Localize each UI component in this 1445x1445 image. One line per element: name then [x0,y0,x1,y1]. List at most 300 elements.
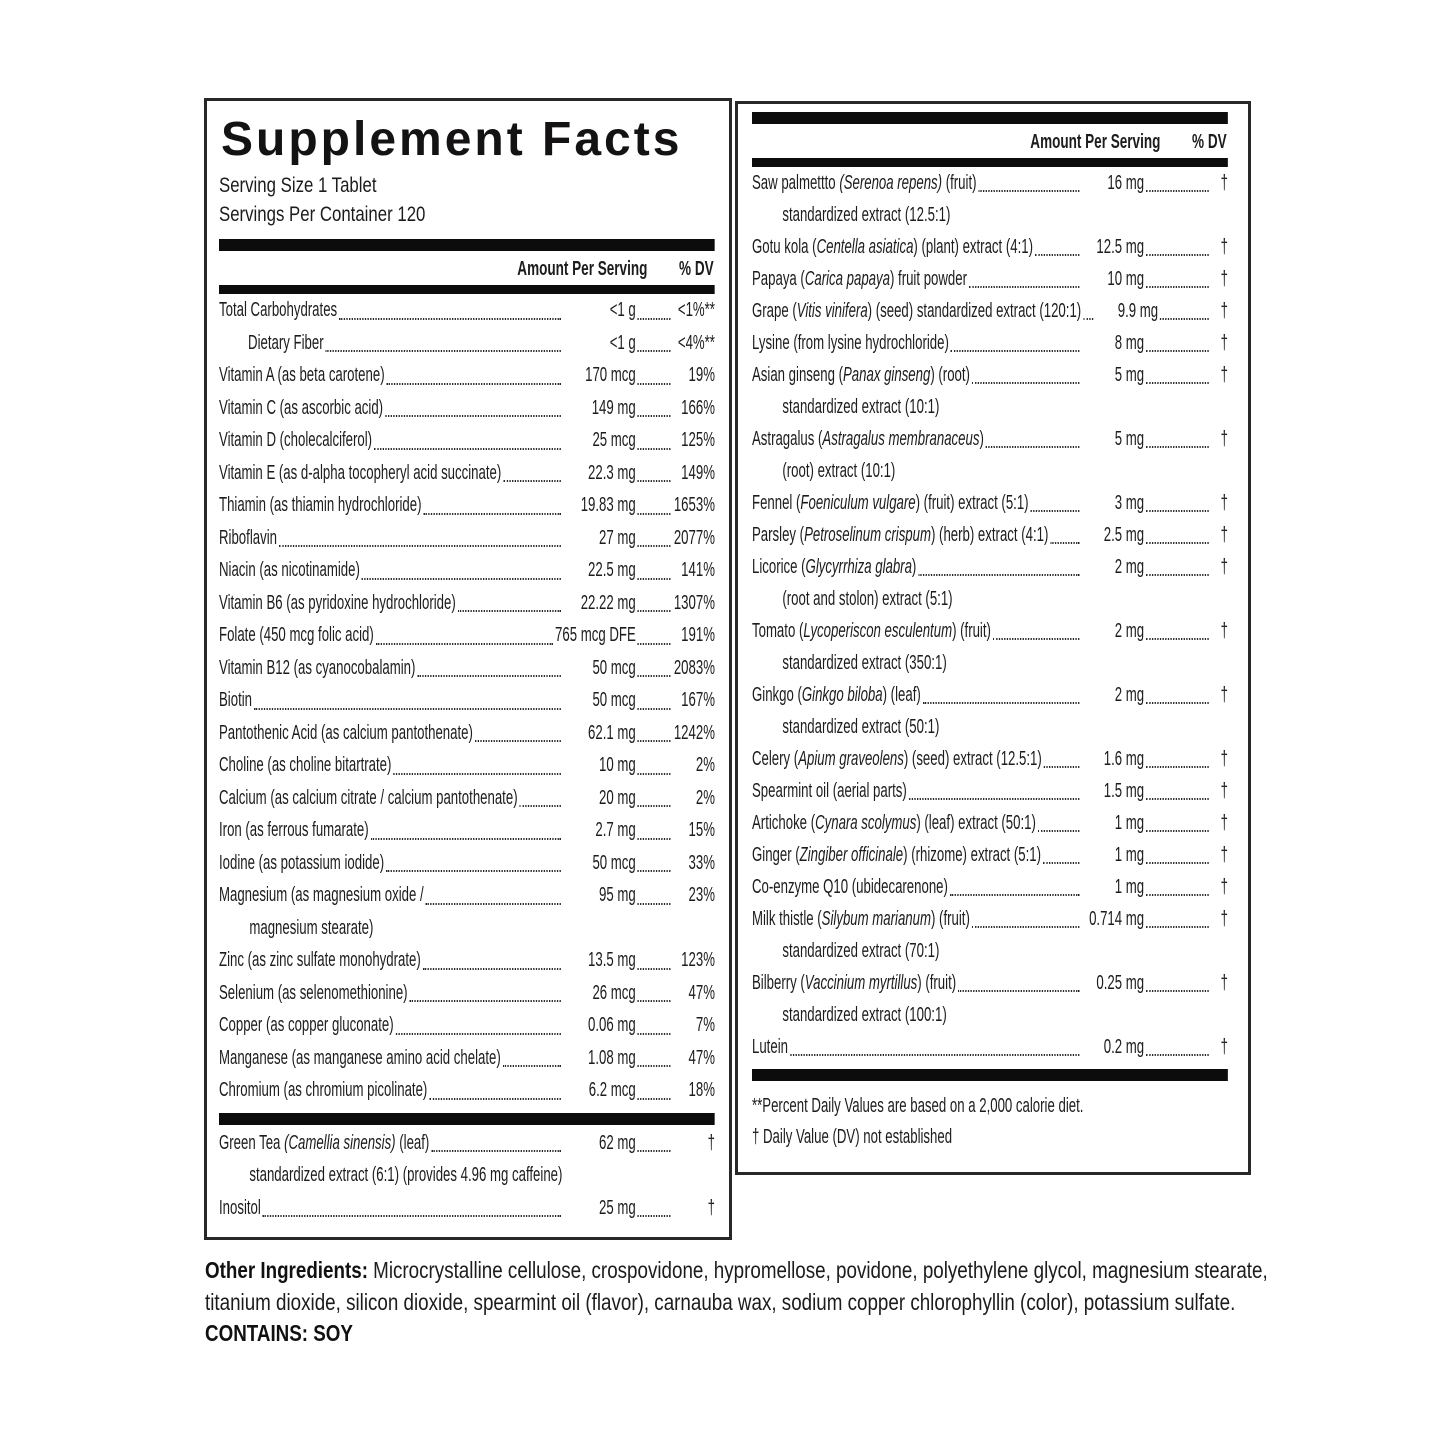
nutrient-row [752,903,1228,935]
dot-leader [638,480,671,482]
nutrient-amount: <1 g [609,299,636,322]
nutrient-row [219,879,715,912]
dot-leader [950,894,1080,896]
nutrient-dv: † [707,1196,715,1219]
dot-leader [339,318,561,320]
dot-leader [385,415,561,417]
nutrient-amount: 22.22 mg [580,591,636,614]
dot-leader [1146,894,1209,896]
nutrient-amount: 1 mg [1114,812,1145,834]
nutrient-continuation: standardized extract (70:1) [782,940,940,962]
nutrient-dv: 166% [681,396,715,419]
nutrient-row [752,327,1228,359]
dot-leader [790,1054,1079,1056]
nutrient-name: Zinc (as zinc sulfate monohydrate) [219,949,421,972]
contains-allergen: CONTAINS: SOY [205,1320,353,1346]
nutrient-amount: 6.2 mcg [588,1079,636,1102]
dot-leader [1050,542,1079,544]
nutrient-continuation: standardized extract (50:1) [782,716,940,738]
dot-leader [1146,638,1209,640]
col-amount-per-serving: Amount Per Serving [1030,130,1161,153]
dot-leader [638,415,671,417]
nutrient-dv: 1307% [673,591,715,614]
dot-leader [638,1215,671,1217]
nutrient-dv: † [1220,492,1228,514]
dot-leader [638,383,671,385]
dot-leader [638,805,671,807]
nutrient-name: Vitamin B6 (as pyridoxine hydrochloride) [219,591,456,614]
nutrient-amount: 0.2 mg [1103,1036,1145,1058]
divider-bar [752,112,1228,124]
dot-leader [1083,318,1093,320]
dot-leader [638,1000,671,1002]
dot-leader [638,968,671,970]
dot-leader [951,350,1080,352]
nutrient-name: Ginger (Zingiber officinale) (rhizome) extract (5:1) [752,844,1042,866]
nutrient-dv: † [707,1131,715,1154]
nutrient-dv: † [1220,236,1228,258]
nutrient-row [752,743,1228,775]
nutrient-amount: 62 mg [599,1131,636,1154]
nutrient-amount: 9.9 mg [1117,300,1159,322]
nutrient-row [219,392,715,425]
nutrient-amount: 26 mcg [592,981,636,1004]
col-amount-per-serving: Amount Per Serving [517,257,648,281]
nutrient-amount: 0.714 mg [1089,908,1145,930]
nutrient-dv: 47% [688,981,715,1004]
nutrient-dv: † [1220,172,1228,194]
nutrient-dv: 7% [695,1014,715,1037]
divider-bar [219,239,715,251]
dot-leader [1146,702,1209,704]
nutrient-row [219,652,715,685]
dot-leader [376,643,553,645]
dot-leader [923,702,1080,704]
facts-table-left [219,239,715,1224]
botanical-rows [219,1127,715,1225]
nutrient-row [752,839,1228,871]
nutrient-amount: 2.7 mg [595,819,636,842]
nutrient-name: Grape (Vitis vinifera) (seed) standardized extract (120:1) [752,300,1082,322]
nutrient-rows [219,294,715,1107]
dot-leader [638,870,671,872]
nutrient-dv: 2% [695,786,715,809]
nutrient-dv: 47% [688,1046,715,1069]
footnote-dv-not-established: † Daily Value (DV) not established [752,1126,953,1148]
dot-leader [638,513,671,515]
divider-bar [752,158,1228,167]
dot-leader [1146,510,1209,512]
dot-leader [393,773,561,775]
other-ingredients-label: Other Ingredients: [205,1257,374,1283]
nutrient-continuation: (root) extract (10:1) [782,460,896,482]
nutrient-name: Riboflavin [219,526,277,549]
nutrient-name: Folate (450 mcg folic acid) [219,624,374,647]
nutrient-amount: 3 mg [1114,492,1145,514]
nutrient-row [219,782,715,815]
dot-leader [638,1065,671,1067]
dot-leader [638,350,671,352]
dot-leader [969,286,1079,288]
dot-leader [503,480,561,482]
nutrient-amount: 5 mg [1114,364,1145,386]
nutrient-row [219,684,715,717]
nutrient-amount: 170 mcg [585,364,636,387]
facts-table-right [752,112,1228,1153]
nutrient-name: Biotin [219,689,253,712]
dot-leader [520,805,562,807]
nutrient-name: Papaya (Carica papaya) fruit powder [752,268,967,290]
nutrient-row [219,1074,715,1107]
nutrient-row [752,615,1228,647]
nutrient-amount: 22.5 mg [588,559,636,582]
nutrient-row [219,619,715,652]
dot-leader [426,903,561,905]
nutrient-name: Dietary Fiber [248,331,324,354]
column-headers [219,251,715,285]
nutrient-name: Thiamin (as thiamin hydrochloride) [219,494,422,517]
nutrient-dv: 141% [681,559,715,582]
dot-leader [1146,990,1209,992]
nutrient-name: Vitamin E (as d-alpha tocopheryl acid succinate) [219,461,502,484]
dot-leader [387,383,562,385]
nutrient-dv: † [1220,780,1228,802]
nutrient-name: Pantothenic Acid (as calcium pantothenate) [219,721,473,744]
nutrient-dv: 2077% [673,526,715,549]
dot-leader [254,708,561,710]
nutrient-name: Gotu kola (Centella asiatica) (plant) extract (4:1) [752,236,1033,258]
servings-per-container: Servings Per Container 120 [219,203,426,227]
nutrient-name: Ginkgo (Ginkgo biloba) (leaf) [752,684,921,706]
dot-leader [638,1033,671,1035]
nutrient-dv: 1653% [673,494,715,517]
nutrient-row [752,1031,1228,1063]
dot-leader [972,926,1080,928]
nutrient-dv: † [1220,620,1228,642]
nutrient-dv: <4%** [677,331,715,354]
dot-leader [362,578,561,580]
dot-leader [263,1215,561,1217]
nutrient-name: Celery (Apium graveolens) (seed) extract (12.5:1) [752,748,1042,770]
dot-leader [972,382,1080,384]
nutrient-dv: † [1220,812,1228,834]
nutrient-name: Chromium (as chromium picolinate) [219,1079,428,1102]
dot-leader [396,1033,562,1035]
nutrient-dv: † [1220,300,1228,322]
nutrient-row [752,551,1228,583]
dot-leader [1035,254,1079,256]
nutrient-dv: † [1220,364,1228,386]
dot-leader [1031,510,1080,512]
dot-leader [638,903,671,905]
nutrient-amount: 50 mcg [592,689,636,712]
nutrient-dv: 2% [695,754,715,777]
nutrient-name: Iodine (as potassium iodide) [219,851,385,874]
dot-leader [638,1098,671,1100]
nutrient-amount: 20 mg [599,786,636,809]
nutrient-name: Astragalus (Astragalus membranaceus) [752,428,984,450]
botanical-rows [752,167,1228,1063]
dot-leader [909,798,1080,800]
nutrient-row [219,522,715,555]
nutrient-name: Fennel (Foeniculum vulgare) (fruit) extract (5:1) [752,492,1029,514]
dot-leader [993,638,1080,640]
nutrient-name: Bilberry (Vaccinium myrtillus) (fruit) [752,972,957,994]
nutrient-amount: 2.5 mg [1103,524,1145,546]
nutrient-continuation: magnesium stearate) [249,916,374,939]
dot-leader [417,675,561,677]
dot-leader [638,448,671,450]
nutrient-dv: † [1220,748,1228,770]
nutrient-dv: † [1220,428,1228,450]
nutrient-row [752,871,1228,903]
nutrient-dv: 19% [688,364,715,387]
dot-leader [1146,926,1209,928]
nutrient-name: Total Carbohydrates [219,299,338,322]
nutrient-name: Tomato (Lycoperiscon esculentum) (fruit) [752,620,991,642]
dot-leader [1146,446,1209,448]
nutrient-row [219,749,715,782]
dot-leader [1043,862,1079,864]
nutrient-name: Licorice (Glycyrrhiza glabra) [752,556,917,578]
nutrient-row [752,967,1228,999]
nutrient-amount: 10 mg [1107,268,1145,290]
nutrient-name: Iron (as ferrous fumarate) [219,819,369,842]
nutrient-name: Choline (as choline bitartrate) [219,754,392,777]
nutrient-amount: 25 mg [599,1196,636,1219]
dot-leader [1146,798,1209,800]
nutrient-name: Parsley (Petroselinum crispum) (herb) extract (4:1) [752,524,1049,546]
nutrient-row [752,167,1228,199]
nutrient-dv: † [1220,908,1228,930]
panel-title: Supplement Facts [221,113,683,166]
nutrient-dv: † [1220,268,1228,290]
nutrient-row [219,717,715,750]
nutrient-amount: 1.5 mg [1103,780,1145,802]
nutrient-amount: 1.08 mg [588,1046,636,1069]
column-headers [752,124,1228,158]
nutrient-name: Magnesium (as magnesium oxide / [219,884,424,907]
nutrient-row [219,457,715,490]
nutrient-name: Artichoke (Cynara scolymus) (leaf) extract (50:1) [752,812,1036,834]
nutrient-amount: 2 mg [1114,684,1145,706]
divider-bar [219,285,715,294]
nutrient-amount: 16 mg [1107,172,1145,194]
col-percent-dv: % DV [679,257,714,281]
dot-leader [978,190,1079,192]
nutrient-amount: 765 mcg DFE [555,624,636,647]
nutrient-amount: 0.25 mg [1096,972,1145,994]
nutrient-row [219,294,715,327]
nutrient-row [752,807,1228,839]
nutrient-continuation: standardized extract (10:1) [782,396,940,418]
serving-info [219,171,715,229]
nutrient-row [219,1127,715,1160]
dot-leader [1146,286,1209,288]
dot-leader [1044,766,1080,768]
nutrient-row [219,944,715,977]
nutrient-row [752,519,1228,551]
nutrient-amount: 25 mcg [592,429,636,452]
nutrient-amount: 27 mg [599,526,636,549]
nutrient-amount: 0.06 mg [588,1014,636,1037]
dot-leader [386,870,561,872]
nutrient-name: Vitamin D (cholecalciferol) [219,429,373,452]
dot-leader [1146,254,1209,256]
nutrient-continuation: standardized extract (6:1) (provides 4.96 mg caffeine) [249,1164,563,1187]
nutrient-dv: † [1220,684,1228,706]
nutrient-name: Manganese (as manganese amino acid chelate) [219,1046,501,1069]
dot-leader [638,675,671,677]
dot-leader [638,318,671,320]
nutrient-amount: 19.83 mg [580,494,636,517]
dot-leader [638,838,671,840]
nutrient-dv: 123% [681,949,715,972]
nutrient-dv: 15% [688,819,715,842]
dot-leader [638,578,671,580]
supplement-facts-panel-left [204,98,732,1240]
nutrient-row [752,775,1228,807]
nutrient-name: Spearmint oil (aerial parts) [752,780,907,802]
dot-leader [503,1065,561,1067]
nutrient-name: Milk thistle (Silybum marianum) (fruit) [752,908,970,930]
nutrient-amount: 50 mcg [592,656,636,679]
nutrient-amount: 22.3 mg [588,461,636,484]
nutrient-name: Lysine (from lysine hydrochloride) [752,332,949,354]
dot-leader [918,574,1079,576]
nutrient-amount: 149 mg [591,396,636,419]
col-percent-dv: % DV [1192,130,1227,153]
nutrient-row [219,814,715,847]
nutrient-row [752,487,1228,519]
nutrient-row [219,489,715,522]
nutrient-amount: 8 mg [1114,332,1145,354]
dot-leader [1146,830,1209,832]
nutrient-name: Selenium (as selenomethionine) [219,981,408,1004]
nutrient-name: Vitamin B12 (as cyanocobalamin) [219,656,416,679]
dot-leader [1146,350,1209,352]
nutrient-dv: † [1220,556,1228,578]
nutrient-amount: 10 mg [599,754,636,777]
nutrient-name: Copper (as copper gluconate) [219,1014,394,1037]
nutrient-row [219,359,715,392]
nutrient-row [219,424,715,457]
nutrient-row [219,847,715,880]
divider-bar [752,1069,1228,1081]
nutrient-dv: 125% [681,429,715,452]
nutrient-dv: † [1220,524,1228,546]
dot-leader [1146,862,1209,864]
nutrient-row [752,359,1228,391]
nutrient-continuation: (root and stolon) extract (5:1) [782,588,953,610]
dot-leader [638,545,671,547]
nutrient-dv: † [1220,1036,1228,1058]
nutrient-amount: 5 mg [1114,428,1145,450]
nutrient-dv: 33% [688,851,715,874]
nutrient-row [219,327,715,360]
nutrient-row [752,263,1228,295]
nutrient-amount: 1 mg [1114,844,1145,866]
dot-leader [326,350,562,352]
dot-leader [279,545,561,547]
dot-leader [638,773,671,775]
dot-leader [1146,190,1209,192]
nutrient-row [219,587,715,620]
nutrient-amount: 2 mg [1114,556,1145,578]
nutrient-amount: 1.6 mg [1103,748,1145,770]
dot-leader [1146,766,1209,768]
nutrient-amount: 2 mg [1114,620,1145,642]
nutrient-dv: † [1220,876,1228,898]
nutrient-dv: † [1220,972,1228,994]
dot-leader [958,990,1079,992]
dot-leader [458,610,561,612]
nutrient-dv: 18% [688,1079,715,1102]
nutrient-dv: <1%** [677,299,715,322]
dot-leader [638,740,671,742]
footnotes [752,1091,1228,1153]
divider-bar [219,1113,715,1125]
dot-leader [431,1150,561,1152]
nutrient-name: Niacin (as nicotinamide) [219,559,360,582]
nutrient-row [219,1192,715,1225]
nutrient-amount: 95 mg [599,884,636,907]
nutrient-amount: 12.5 mg [1096,236,1145,258]
nutrient-row [752,423,1228,455]
dot-leader [429,1098,561,1100]
nutrient-row [219,1009,715,1042]
nutrient-name: Lutein [752,1036,788,1058]
dot-leader [475,740,561,742]
nutrient-dv: 2083% [673,656,715,679]
dot-leader [374,448,561,450]
nutrient-continuation: standardized extract (350:1) [782,652,947,674]
nutrient-name: Saw palmettto (Serenoa repens) (fruit) [752,172,977,194]
nutrient-name: Asian ginseng (Panax ginseng) (root) [752,364,970,386]
other-ingredients [205,1255,1311,1350]
dot-leader [410,1000,562,1002]
nutrient-dv: † [1220,844,1228,866]
nutrient-amount: 50 mcg [592,851,636,874]
dot-leader [423,513,561,515]
dot-leader [1146,382,1209,384]
dot-leader [1160,318,1209,320]
nutrient-dv: 191% [681,624,715,647]
dot-leader [1146,1054,1209,1056]
dot-leader [638,643,671,645]
nutrient-dv: † [1220,332,1228,354]
nutrient-row [219,1042,715,1075]
dot-leader [1146,542,1209,544]
footnote-daily-values: **Percent Daily Values are based on a 2,000 calorie diet. [752,1095,1084,1117]
nutrient-dv: 1242% [673,721,715,744]
other-ingredients-text: Microcrystalline cellulose, crospovidone, hypromellose, povidone, polyethylene glycol, magnesium stearate, titanium dioxide, silicon dioxide, spearmint oil (flavor), carnauba wax, sodium copper chlorophyllin (color), potassium sulfate. [205,1257,1268,1315]
nutrient-amount: 62.1 mg [588,721,636,744]
nutrient-row [219,977,715,1010]
nutrient-amount: 1 mg [1114,876,1145,898]
dot-leader [638,610,671,612]
nutrient-name: Vitamin C (as ascorbic acid) [219,396,384,419]
nutrient-dv: 167% [681,689,715,712]
dot-leader [371,838,562,840]
nutrient-name: Green Tea (Camellia sinensis) (leaf) [219,1131,430,1154]
serving-size: Serving Size 1 Tablet [219,174,377,198]
nutrient-row [219,554,715,587]
nutrient-continuation: standardized extract (100:1) [782,1004,947,1026]
dot-leader [638,708,671,710]
nutrient-name: Inositol [219,1196,261,1219]
supplement-facts-panel-right [735,101,1251,1175]
